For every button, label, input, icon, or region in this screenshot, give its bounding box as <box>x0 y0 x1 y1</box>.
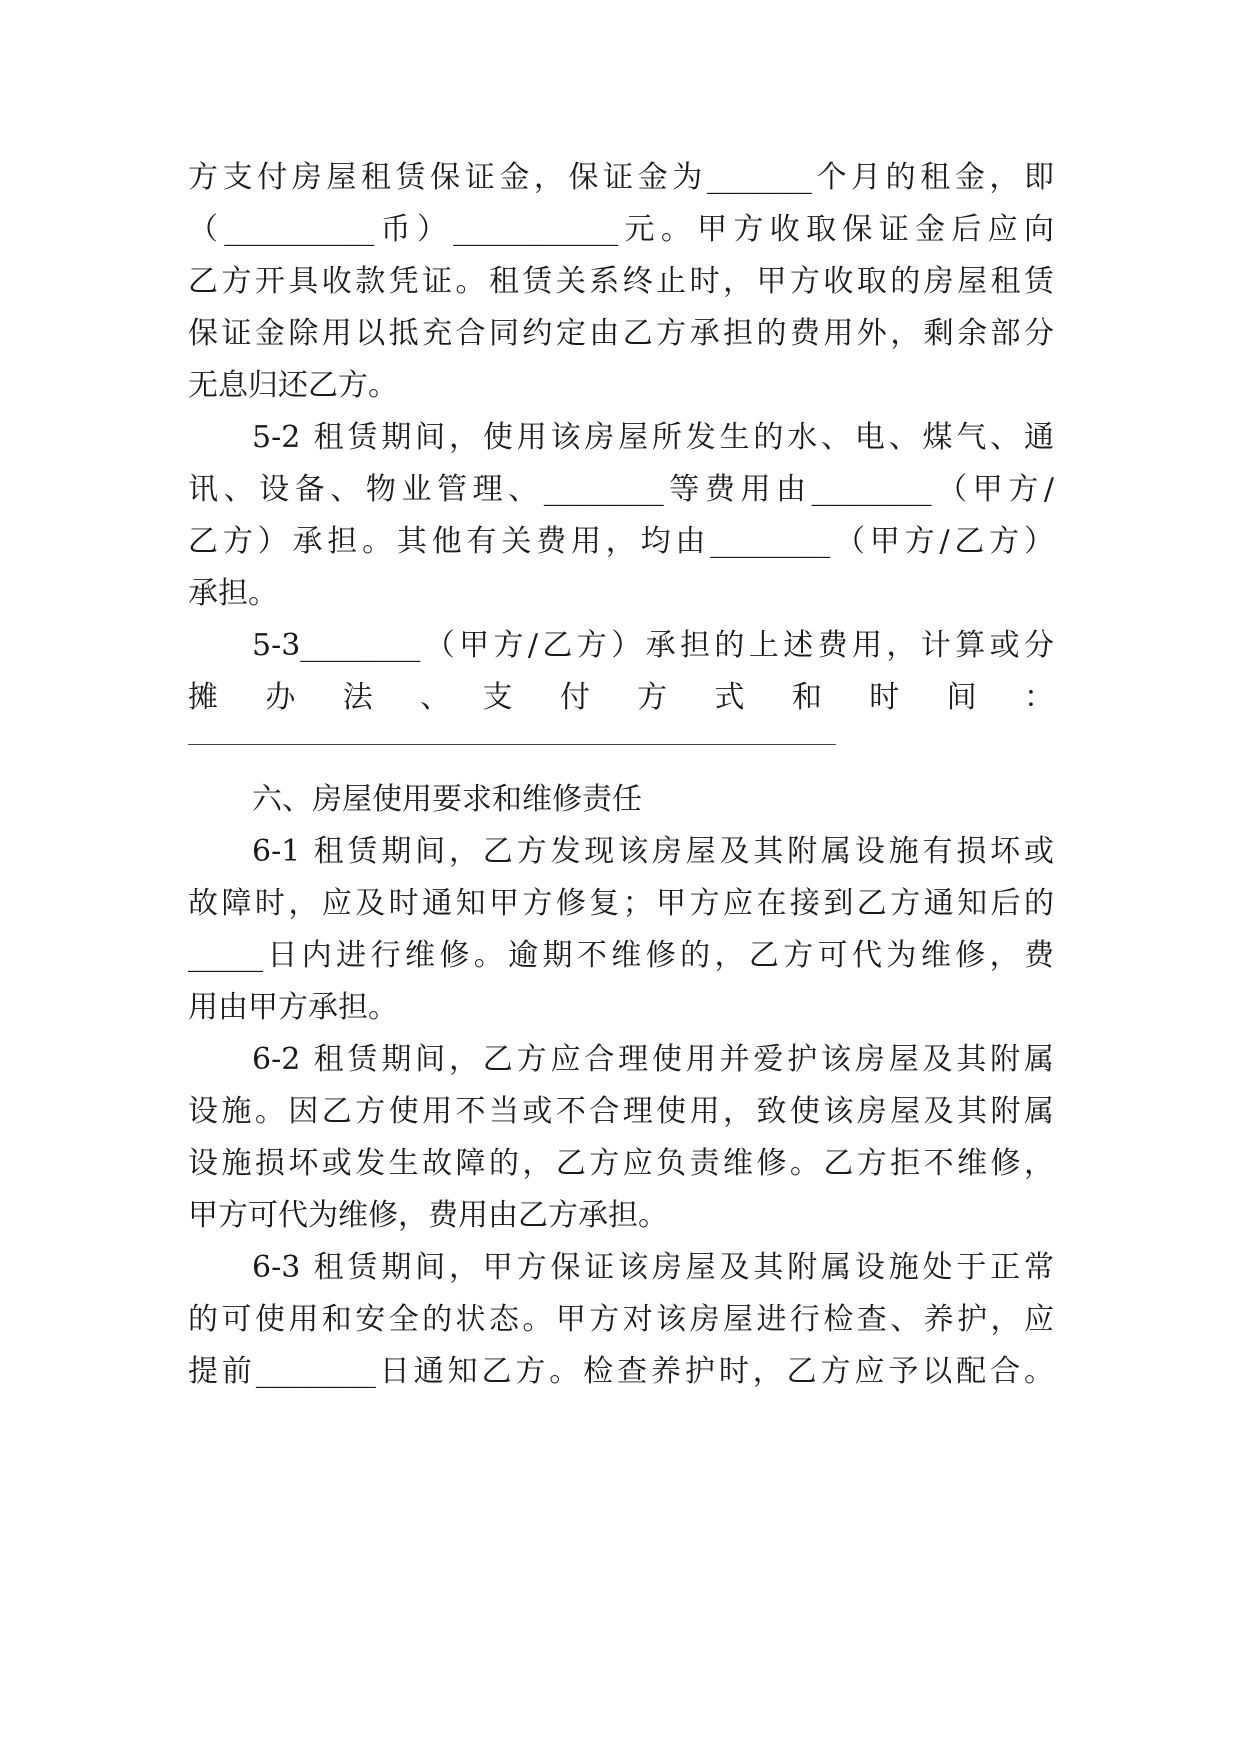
clause-6-2-start: 6-2 租赁期间，乙方应合理使用并爱护该房屋及其附属 <box>252 1042 1054 1077</box>
clause-6-1-start: 6-1 租赁期间，乙方发现该房屋及其附属设施有损坏或 <box>252 834 1054 869</box>
text-line: （__________币）___________元。甲方收取保证金后应向 <box>188 212 1054 247</box>
text-line: 甲方可代为维修，费用由乙方承担。 <box>188 1198 668 1233</box>
clause-5-3-start: 5-3________（甲方/乙方）承担的上述费用，计算或分 <box>252 628 1054 663</box>
clause-5-2-start: 5-2 租赁期间，使用该房屋所发生的水、电、煤气、通 <box>252 420 1054 455</box>
text-line: 摊 办 法 、 支 付 方 式 和 时 间 ： <box>188 680 1054 715</box>
text-line: 提前________日通知乙方。检查养护时，乙方应予以配合。 <box>188 1354 1054 1389</box>
clause-6-3-start: 6-3 租赁期间，甲方保证该房屋及其附属设施处于正常 <box>252 1250 1054 1285</box>
text-line: 设施。因乙方使用不当或不合理使用，致使该房屋及其附属 <box>188 1094 1054 1129</box>
text-line: 乙方开具收款凭证。租赁关系终止时，甲方收取的房屋租赁 <box>188 264 1054 299</box>
text-line: 讯、设备、物业管理、________等费用由________（甲方/ <box>188 472 1054 507</box>
section-heading: 六、房屋使用要求和维修责任 <box>252 782 642 817</box>
text-line: 的可使用和安全的状态。甲方对该房屋进行检查、养护，应 <box>188 1302 1054 1337</box>
text-line: _____日内进行维修。逾期不维修的，乙方可代为维修，费 <box>188 938 1054 973</box>
text-line: 保证金除用以抵充合同约定由乙方承担的费用外，剩余部分 <box>188 316 1054 351</box>
text-line: 故障时，应及时通知甲方修复；甲方应在接到乙方通知后的 <box>188 886 1054 921</box>
text-line: 设施损坏或发生故障的，乙方应负责维修。乙方拒不维修， <box>188 1146 1054 1181</box>
text-line: 方支付房屋租赁保证金，保证金为_______个月的租金，即 <box>188 160 1054 195</box>
text-line: 承担。 <box>188 576 278 611</box>
text-line: 用由甲方承担。 <box>188 990 398 1025</box>
fill-in-blank-line <box>188 744 836 745</box>
text-line: 无息归还乙方。 <box>188 368 398 403</box>
text-line: 乙方）承担。其他有关费用，均由________（甲方/乙方） <box>188 524 1054 559</box>
